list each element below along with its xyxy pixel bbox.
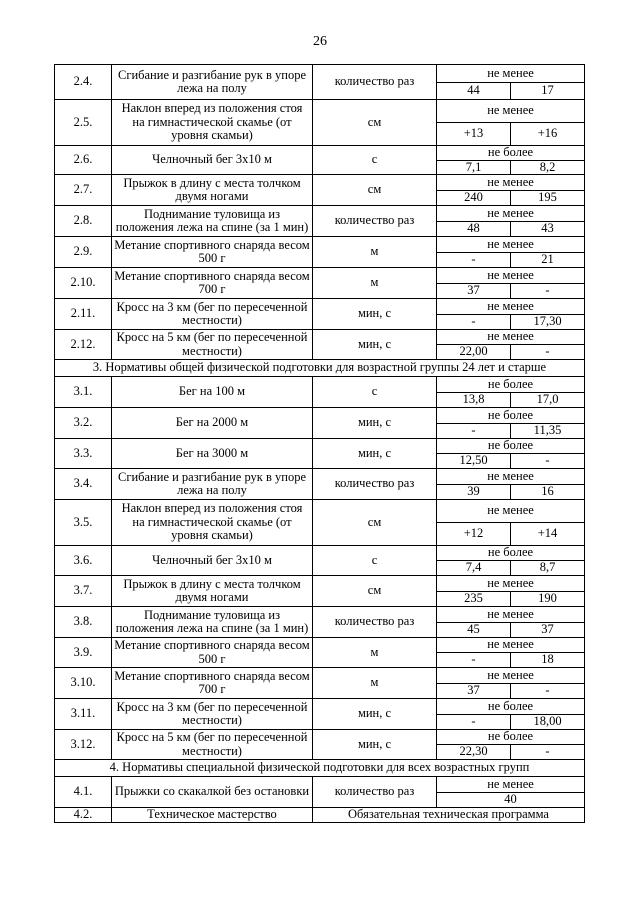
norm-values (437, 206, 584, 236)
row-number: 2.5. (55, 100, 112, 146)
norm-values (437, 377, 584, 407)
unit: мин, с (313, 730, 437, 760)
norm-values-cell (437, 668, 585, 699)
condition-label: не более (437, 730, 584, 744)
table-row (55, 730, 585, 760)
unit: количество раз (313, 777, 437, 808)
norm-values-cell (437, 777, 585, 808)
condition-label: не менее (437, 777, 584, 792)
norm-values (437, 237, 584, 267)
table-row (55, 175, 585, 206)
norm-value-women: 37 (541, 622, 554, 636)
norm-value-women: 11,35 (533, 423, 562, 437)
row-number: 2.12. (55, 330, 112, 360)
table-row (55, 237, 585, 268)
norm-value-men: 22,00 (437, 344, 511, 359)
unit: м (313, 638, 437, 668)
condition-label: не более (437, 408, 584, 423)
table-row (55, 330, 585, 360)
condition-label: не более (437, 699, 584, 714)
norm-value-men: 7,4 (437, 560, 511, 575)
norm-values-cell (437, 408, 585, 439)
norm-value-men: - (437, 423, 511, 438)
norm-values (437, 268, 584, 298)
row-number: 2.9. (55, 237, 112, 268)
row-number: 3.2. (55, 408, 112, 439)
row-number: 3.8. (55, 607, 112, 638)
exercise-name: Наклон вперед из положения стоя на гимнастической скамье (от уровня скамьи) (112, 100, 313, 146)
norm-values (437, 546, 584, 575)
norm-values (437, 330, 584, 359)
exercise-name: Сгибание и разгибание рук в упоре лежа на полу (112, 469, 313, 500)
condition-label: не менее (437, 268, 584, 283)
table-row (55, 439, 585, 469)
table-row (55, 638, 585, 668)
condition-label: не менее (437, 175, 584, 190)
norm-value-women: 17,0 (536, 392, 559, 406)
norm-values-cell (437, 100, 585, 146)
norm-values-cell (437, 638, 585, 668)
exercise-name: Сгибание и разгибание рук в упоре лежа на полу (112, 65, 313, 100)
norm-values-cell (437, 730, 585, 760)
norm-values (437, 146, 584, 174)
norm-values-cell (437, 439, 585, 469)
norm-value-women: +16 (537, 126, 558, 140)
exercise-name: Кросс на 3 км (бег по пересеченной местности) (112, 699, 313, 730)
row-number: 4.1. (55, 777, 112, 808)
row-number: 4.2. (55, 808, 112, 823)
table-row (55, 408, 585, 439)
exercise-name: Бег на 100 м (112, 377, 313, 408)
table-row (55, 777, 585, 808)
row-number: 3.4. (55, 469, 112, 500)
exercise-name: Метание спортивного снаряда весом 700 г (112, 668, 313, 699)
table-row (55, 268, 585, 299)
norm-value-men: 7,1 (437, 160, 511, 174)
unit: количество раз (313, 469, 437, 500)
table-row (55, 500, 585, 546)
norm-value-women: 8,7 (539, 560, 556, 574)
exercise-name: Прыжок в длину с места толчком двумя ногами (112, 175, 313, 206)
norm-values (437, 699, 584, 729)
row-number: 2.11. (55, 299, 112, 330)
norm-value-women: 8,2 (539, 159, 556, 174)
program-text: Обязательная техническая программа (313, 808, 585, 823)
section-title: 4. Нормативы специальной физической подготовки для всех возрастных групп (55, 760, 585, 777)
norm-value-women: - (545, 283, 550, 297)
norm-values (437, 299, 584, 329)
exercise-name: Поднимание туловища из положения лежа на спине (за 1 мин) (112, 607, 313, 638)
unit: см (313, 500, 437, 546)
unit: количество раз (313, 206, 437, 237)
norm-values (437, 100, 584, 145)
norm-value-women: 190 (538, 591, 557, 605)
row-number: 3.12. (55, 730, 112, 760)
norm-values (437, 408, 584, 438)
unit: мин, с (313, 330, 437, 360)
norm-value-men: 45 (437, 622, 511, 637)
exercise-name: Метание спортивного снаряда весом 500 г (112, 638, 313, 668)
norm-values (437, 65, 584, 99)
exercise-name: Наклон вперед из положения стоя на гимнастической скамье (от уровня скамьи) (112, 500, 313, 546)
condition-label: не менее (437, 206, 584, 221)
norm-value-men: 37 (437, 283, 511, 298)
condition-label: не более (437, 377, 584, 392)
exercise-name: Кросс на 3 км (бег по пересеченной местности) (112, 299, 313, 330)
unit: см (313, 175, 437, 206)
condition-label: не менее (437, 576, 584, 591)
norm-values-cell (437, 299, 585, 330)
row-number: 3.9. (55, 638, 112, 668)
norm-values (437, 668, 584, 698)
unit: м (313, 268, 437, 299)
exercise-name: Кросс на 5 км (бег по пересеченной местности) (112, 730, 313, 760)
condition-label: не менее (437, 100, 584, 122)
norm-values-cell (437, 330, 585, 360)
norm-value-women: 195 (538, 190, 557, 204)
unit: см (313, 576, 437, 607)
table-row (55, 469, 585, 500)
unit: с (313, 146, 437, 175)
norm-value-men: 39 (437, 484, 511, 499)
row-number: 2.7. (55, 175, 112, 206)
unit: количество раз (313, 65, 437, 100)
exercise-name: Метание спортивного снаряда весом 700 г (112, 268, 313, 299)
norm-value-men: +13 (437, 122, 511, 145)
table-row (55, 146, 585, 175)
table-row (55, 699, 585, 730)
norm-values (437, 500, 584, 545)
table-row (55, 576, 585, 607)
norm-value-men: 13,8 (437, 392, 511, 407)
unit: мин, с (313, 699, 437, 730)
exercise-name: Челночный бег 3х10 м (112, 546, 313, 576)
norm-values (437, 607, 584, 637)
norm-values-cell (437, 500, 585, 546)
norm-values-cell (437, 377, 585, 408)
unit: с (313, 546, 437, 576)
norm-value-women: 17 (541, 83, 554, 97)
norm-values-cell (437, 237, 585, 268)
norm-values (437, 777, 584, 807)
norm-value-men: 235 (437, 591, 511, 606)
norm-values-cell (437, 206, 585, 237)
row-number: 3.3. (55, 439, 112, 469)
table-row (55, 607, 585, 638)
norm-value-women: - (545, 344, 550, 358)
row-number: 3.1. (55, 377, 112, 408)
norm-value-men: 44 (437, 82, 511, 99)
section-header-row (55, 760, 585, 777)
norm-value-men: 12,50 (437, 453, 511, 468)
norm-values-cell (437, 175, 585, 206)
row-number: 2.4. (55, 65, 112, 100)
norm-value-women: - (545, 683, 550, 697)
exercise-name: Челночный бег 3х10 м (112, 146, 313, 175)
table-row (55, 100, 585, 146)
norm-values (437, 638, 584, 667)
norm-values-cell (437, 576, 585, 607)
row-number: 2.6. (55, 146, 112, 175)
table-row (55, 206, 585, 237)
table-row (55, 808, 585, 823)
exercise-name: Метание спортивного снаряда весом 500 г (112, 237, 313, 268)
unit: мин, с (313, 439, 437, 469)
table-row (55, 299, 585, 330)
norm-values-cell (437, 65, 585, 100)
norm-value-men: - (437, 252, 511, 267)
norm-value-women: 16 (541, 484, 554, 498)
norm-value-men: 22,30 (437, 744, 511, 759)
condition-label: не более (437, 546, 584, 560)
norm-values-cell (437, 546, 585, 576)
unit: мин, с (313, 299, 437, 330)
norm-value-women: 21 (541, 252, 554, 266)
unit: с (313, 377, 437, 408)
page-number: 26 (313, 34, 327, 49)
condition-label: не менее (437, 237, 584, 252)
norm-values (437, 439, 584, 468)
condition-label: не менее (437, 469, 584, 484)
condition-label: не более (437, 146, 584, 160)
table-row (55, 377, 585, 408)
table-row (55, 668, 585, 699)
norm-value-men: - (437, 314, 511, 329)
unit: количество раз (313, 607, 437, 638)
norm-value-men: - (437, 652, 511, 667)
norm-value-women: 18 (541, 652, 554, 666)
norm-value: 40 (504, 792, 517, 806)
norm-value-women: 17,30 (533, 314, 562, 328)
condition-label: не более (437, 439, 584, 453)
condition-label: не менее (437, 65, 584, 82)
norm-values (437, 469, 584, 499)
norm-value-women: - (545, 744, 550, 758)
condition-label: не менее (437, 668, 584, 683)
unit: см (313, 100, 437, 146)
row-number: 3.7. (55, 576, 112, 607)
row-number: 3.5. (55, 500, 112, 546)
unit: м (313, 237, 437, 268)
condition-label: не менее (437, 500, 584, 522)
norm-values-cell (437, 146, 585, 175)
condition-label: не менее (437, 330, 584, 344)
norm-values (437, 175, 584, 205)
norm-value-men: +12 (437, 522, 511, 545)
norm-values-cell (437, 469, 585, 500)
unit: м (313, 668, 437, 699)
exercise-name: Техническое мастерство (112, 808, 313, 823)
table-row (55, 65, 585, 100)
norm-values-cell (437, 268, 585, 299)
norm-value-women: 43 (541, 221, 554, 235)
condition-label: не менее (437, 299, 584, 314)
norm-value-men: 37 (437, 683, 511, 698)
row-number: 3.11. (55, 699, 112, 730)
exercise-name: Бег на 2000 м (112, 408, 313, 439)
exercise-name: Прыжки со скакалкой без остановки (112, 777, 313, 808)
norm-value-men: 240 (437, 190, 511, 205)
norm-value-women: - (545, 453, 550, 467)
row-number: 2.10. (55, 268, 112, 299)
row-number: 3.10. (55, 668, 112, 699)
unit: мин, с (313, 408, 437, 439)
exercise-name: Поднимание туловища из положения лежа на спине (за 1 мин) (112, 206, 313, 237)
norm-values (437, 730, 584, 759)
norm-value-women: +14 (537, 526, 558, 540)
row-number: 3.6. (55, 546, 112, 576)
norm-value-men: - (437, 714, 511, 729)
norm-value-women: 18,00 (533, 714, 562, 728)
section-header-row (55, 360, 585, 377)
condition-label: не менее (437, 607, 584, 622)
exercise-name: Кросс на 5 км (бег по пересеченной местности) (112, 330, 313, 360)
norm-value-men: 48 (437, 221, 511, 236)
norm-values-cell (437, 699, 585, 730)
exercise-name: Бег на 3000 м (112, 439, 313, 469)
condition-label: не менее (437, 638, 584, 652)
standards-table (54, 64, 585, 823)
norm-values (437, 576, 584, 606)
section-title: 3. Нормативы общей физической подготовки для возрастной группы 24 лет и старше (55, 360, 585, 377)
norm-values-cell (437, 607, 585, 638)
row-number: 2.8. (55, 206, 112, 237)
exercise-name: Прыжок в длину с места толчком двумя ногами (112, 576, 313, 607)
table-row (55, 546, 585, 576)
